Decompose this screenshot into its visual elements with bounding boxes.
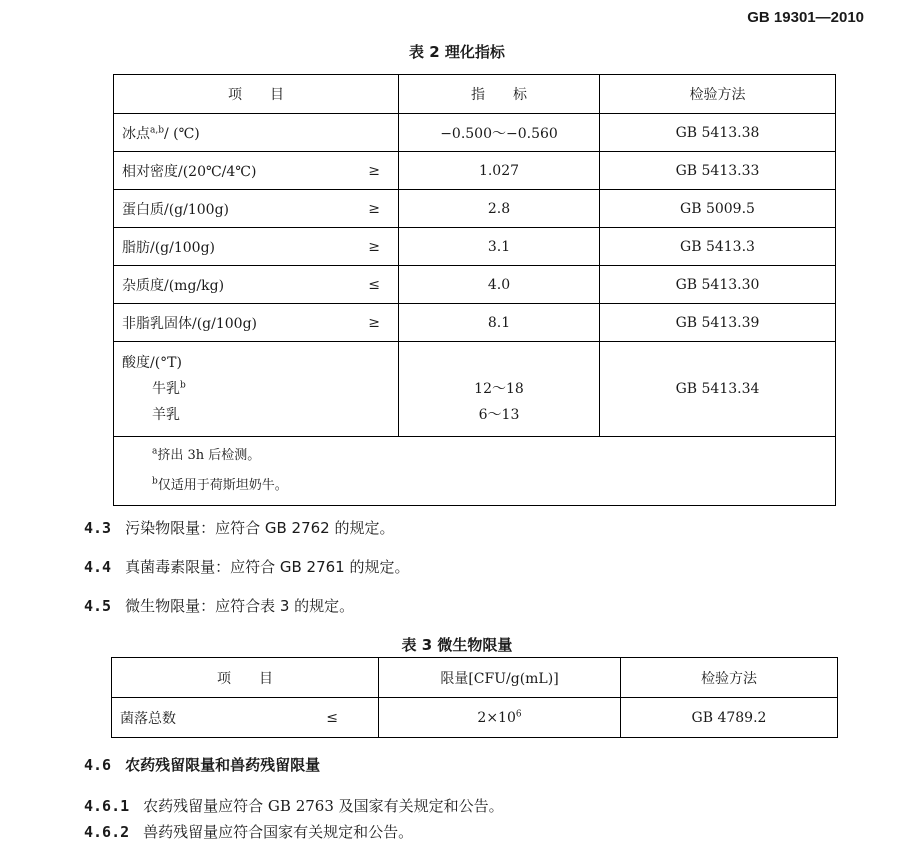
goat-milk-label: 羊乳 <box>152 407 180 423</box>
row-item: 非脂乳固体/(g/100g) ≥ <box>114 304 399 342</box>
table-row <box>114 304 836 342</box>
row-value: 4.0 <box>399 266 600 304</box>
row-value: 3.1 <box>399 228 600 266</box>
table-row <box>112 698 838 738</box>
row-item: 冰点$^{a,b}$/ (℃) <box>114 114 399 152</box>
comparison-symbol: ≥ <box>368 200 380 217</box>
note-a: $^a$挤出 3h 后检测。 <box>152 446 261 463</box>
row-item: 相对密度/(20℃/4℃) ≥ <box>114 152 399 190</box>
table3-header-row <box>112 658 838 698</box>
row-method: GB 5009.5 <box>600 190 836 228</box>
row-value: 2.8 <box>399 190 600 228</box>
header-limit: 限量[CFU/g(mL)] <box>379 658 621 698</box>
table-row <box>114 266 836 304</box>
row-method: GB 4789.2 <box>621 698 838 738</box>
goat-milk-value: 6～13 <box>478 407 520 423</box>
row-method: GB 5413.39 <box>600 304 836 342</box>
row-value: 8.1 <box>399 304 600 342</box>
section-4-6-2: 4.6.2 兽药残留量应符合国家有关规定和公告。 <box>84 823 414 841</box>
row-limit: $2\times 10^6$ <box>379 698 621 738</box>
section-4-5: 4.5 微生物限量：应符合表 3 的规定。 <box>84 597 355 615</box>
cow-milk-label: 牛乳$^b$ <box>152 380 186 397</box>
table2-caption: 表 2 理化指标 <box>409 43 505 61</box>
table-row <box>114 228 836 266</box>
row-item: 菌落总数 ≤ <box>112 698 379 738</box>
header-value: 指 标 <box>399 75 600 114</box>
microbial-table <box>111 657 838 738</box>
header-item: 项 目 <box>114 75 399 114</box>
comparison-symbol: ≥ <box>368 162 380 179</box>
section-4-6: 4.6 农药残留限量和兽药残留限量 <box>84 756 321 774</box>
table-row <box>114 190 836 228</box>
note-b: $^b$仅适用于荷斯坦奶牛。 <box>152 476 288 493</box>
acidity-label: 酸度/(°T) <box>122 355 182 371</box>
section-4-3: 4.3 污染物限量：应符合 GB 2762 的规定。 <box>84 519 395 537</box>
header-method: 检验方法 <box>600 75 836 114</box>
section-4-6-1: 4.6.1 农药残留量应符合 GB 2763 及国家有关规定和公告。 <box>84 797 504 815</box>
physicochemical-table <box>113 74 836 506</box>
row-value: 1.027 <box>399 152 600 190</box>
acidity-values <box>399 342 600 437</box>
comparison-symbol: ≤ <box>326 709 338 726</box>
row-item: 杂质度/(mg/kg) ≤ <box>114 266 399 304</box>
table2-header-row <box>114 75 836 114</box>
acidity-row <box>114 342 836 437</box>
section-4-4: 4.4 真菌毒素限量：应符合 GB 2761 的规定。 <box>84 558 410 576</box>
header-method: 检验方法 <box>621 658 838 698</box>
table-row <box>114 114 836 152</box>
acidity-method: GB 5413.34 <box>600 342 836 437</box>
row-value: −0.500～−0.560 <box>399 114 600 152</box>
comparison-symbol: ≥ <box>368 314 380 331</box>
comparison-symbol: ≥ <box>368 238 380 255</box>
table-row <box>114 152 836 190</box>
row-method: GB 5413.3 <box>600 228 836 266</box>
row-method: GB 5413.30 <box>600 266 836 304</box>
acidity-item <box>114 342 399 437</box>
row-method: GB 5413.33 <box>600 152 836 190</box>
header-item: 项 目 <box>112 658 379 698</box>
table-notes <box>114 437 836 506</box>
standard-code: GB 19301—2010 <box>747 9 864 26</box>
comparison-symbol: ≤ <box>368 276 380 293</box>
row-item: 脂肪/(g/100g) ≥ <box>114 228 399 266</box>
cow-milk-value: 12～18 <box>474 381 524 397</box>
row-item: 蛋白质/(g/100g) ≥ <box>114 190 399 228</box>
row-method: GB 5413.38 <box>600 114 836 152</box>
notes-row <box>114 437 836 506</box>
table3-caption: 表 3 微生物限量 <box>401 636 513 654</box>
